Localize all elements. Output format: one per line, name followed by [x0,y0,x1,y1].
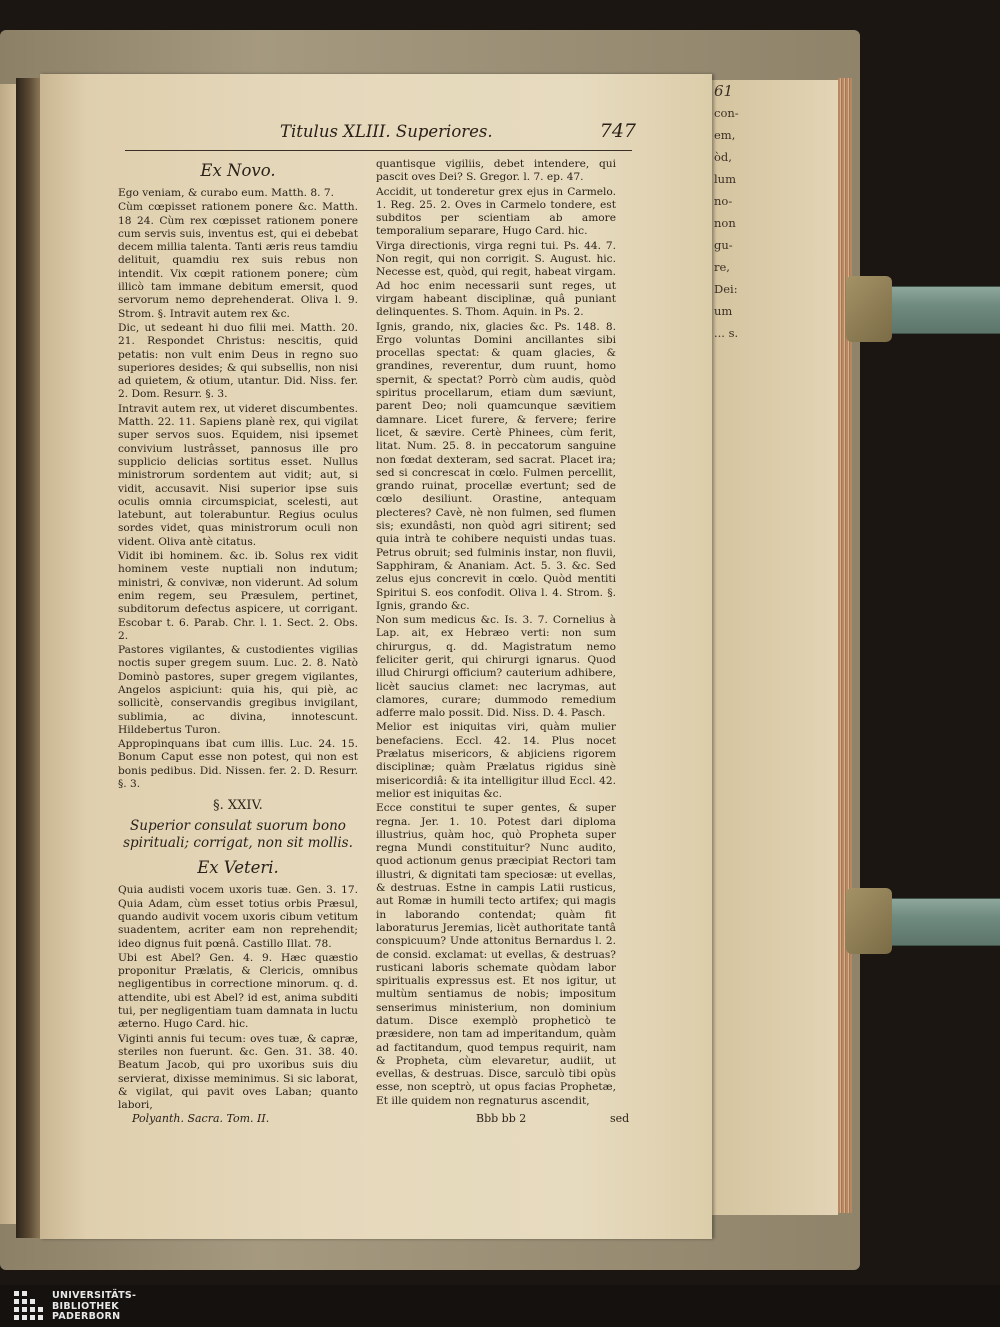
page-edges [838,78,852,1213]
next-page-line: non [714,216,736,230]
next-page-line: 61 [714,82,734,100]
next-page-line: gu- [714,238,733,252]
running-head: Titulus XLIII. Superiores. [280,122,493,141]
next-page-line: òd, [714,150,732,164]
header-rule [125,150,632,151]
library-name-line: BIBLIOTHEK [52,1300,119,1312]
clasp-plate-lower [846,888,892,954]
next-page-line: re, [714,260,730,274]
text-paragraph: Virga directionis, virga regni tui. Ps. 44. 7. Non regit, qui non corrigit. S. August. hic. Necesse est, quòd, qui regit, habeat virgam. Ad hoc enim necessarii sunt reges, ut virgam habeant disciplinæ, quâ puniant delinquentes. S. Thom. Aquin. in Ps. 2. [376,239,616,319]
text-paragraph: Pastores vigilantes, & custodientes vigilias noctis super gregem suum. Luc. 2. 8. Natò Dominò pastores, super gregem vigilantes, Angelos aspiciunt: quia his, qui piè, ac sollicitè, conservandis gregibus invigilant, sublimia, ac divina, innotescunt. Hildebertus Turon. [118,644,358,736]
library-logo-icon [14,1291,44,1321]
text-paragraph: Vidit ibi hominem. &c. ib. Solus rex vidit hominem veste nuptiali non indutum; ministri, & convivæ, non viderunt. Ad solum enim regem, seu Præsulem, pertinet, subditorum defectus aspicere, ut corrigant. Escobar t. 6. Parab. Chr. l. 1. Sect. 2. Obs. 2. [118,550,358,642]
next-page-line: um [714,304,733,318]
signature-mark: Bbb bb 2 [476,1112,527,1125]
text-paragraph: Melior est iniquitas viri, quàm mulier benefaciens. Eccl. 42. 14. Plus nocet Prælatus misericors, & abjiciens rigorem disciplinæ; quàm Prælatus rigidus sinè misericordiâ: & ita intelligitur illud Eccl. 42. melior est iniquitas &c. [376,721,616,800]
library-name-line: UNIVERSITÄTS- [52,1290,137,1301]
catchword: sed [610,1112,630,1125]
footer-title: Polyanth. Sacra. Tom. II. [132,1112,270,1125]
text-paragraph: Dic, ut sedeant hi duo filii mei. Matth. 20. 21. Respondet Christus: nescitis, quid petatis: non vult enim Deus in regno suo superiores desides; & qui subsellis, non nisi ad quietem, & otium, utantur. Did. Niss. fer. 2. Dom. Resurr. §. 3. [118,321,358,401]
section-title: Superior consulat suorum bono spirituali; corrigat, non sit mollis. [123,818,353,851]
library-name-line: PADERBORN [52,1311,121,1322]
right-column [376,158,616,1109]
text-paragraph: Cùm cœpisset rationem ponere &c. Matth. 18 24. Cùm rex cœpisset rationem ponere cum servis suis, inventus est, qui ei debebat decem millia talenta. Tanti æris reus tamdiu delituit, quamdiu rex suis rebus non intendit. Vix cœpit rationem ponere; cùm illicò tam immane debitum emersit, quod servorum nemo deprehenderat. Oliva l. 9. Strom. §. Intravit autem rex &c. [118,201,358,320]
left-column [118,158,358,1113]
next-page-line: ... s. [714,326,739,340]
next-page-line: no- [714,194,733,208]
text-paragraph: Quia audisti vocem uxoris tuæ. Gen. 3. 17. Quia Adam, cùm esset totius orbis Præsul, quando audivit vocem uxoris cibum vetitum suadentem, acriter eam non reprehendit; ideo dignus fuit pœnâ. Castillo Illat. 78. [118,884,358,950]
text-paragraph: Appropinquans ibat cum illis. Luc. 24. 15. Bonum Caput esse non potest, qui non est bonis pedibus. Did. Nissen. fer. 2. D. Resurr. §. 3. [118,738,358,791]
library-name [52,1291,136,1323]
next-page-line: Dei: [714,282,738,296]
next-page-fragment [706,80,838,1215]
text-paragraph: Non sum medicus &c. Is. 3. 7. Cornelius à Lap. ait, ex Hebræo verti: non sum chirurgus, q. dd. Magistratum nemo feliciter gerit, qui chirurgi ignarus. Quod illud Chirurgi officium? cauterium adhibere, licèt saucius clamet: nec lacrymas, aut clamores, curare; dummodo remedium adferre malo possit. Did. Niss. D. 4. Pasch. [376,614,616,720]
section-heading: Ex Novo. [200,161,276,180]
next-page-line: em, [714,128,736,142]
page-number: 747 [599,120,636,142]
text-paragraph: Viginti annis fui tecum: oves tuæ, & capræ, steriles non fuerunt. &c. Gen. 31. 38. 40. Beatum Jacob, qui pro uxoribus suis diu servierat, dixisse meminimus. Si sic laborat, & vigilat, qui pavit oves Laban; quanto labori, [118,1032,358,1112]
text-paragraph: Ego veniam, & curabo eum. Matth. 8. 7. [118,187,334,199]
text-paragraph: Ignis, grando, nix, glacies &c. Ps. 148. 8. Ergo voluntas Domini ancillantes sibi procellas spectat: & quam glacies, & grandines, reverentur, dum ruunt, homo spernit, & spectat? Porrò cùm audis, quòd spiritus procellarum, etiam dum sæviunt, parent Deo; noli quamcunque sævitiem damnare. Licet furere, & fervere; ferire licet, & sævire. Certè Phinees, cùm ferit, litat. Num. 25. 8. in peccatorum sanguine non fœdat dexteram, sed sacrat. Placet ira; sed si concrescat in cœlo. Fulmen percellit, grando ruinat, procellæ evertunt; sed de cœlo desiliunt. Orastine, antequam plecteres? Cavè, nè non fulmen, sed flumen sis; exundâsti, non quòd agri sitirent; sed quia intrà te cohibere nequisti undas tuas. Petrus obruit; sed fulminis instar, non fluvii, Sapphiram, & Ananiam. Act. 5. 3. &c. Sed zelus ejus concrevit in cœlo. Quòd mentiti Spiritui S. eos confodit. Oliva l. 4. Strom. §. Ignis, grando &c. [376,320,616,612]
text-paragraph: Intravit autem rex, ut videret discumbentes. Matth. 22. 11. Sapiens planè rex, qui vigilat super servos suos. Equidem, nisi ipsemet convivium lustrâsset, pannosus ille pro supplicio delicias sortitus esset. Nullus ministrorum sordentem aut vidit; aut, si vidit, accusavit. Nisi superior ipse suis oculis omnia circumspiciat, scelesti, aut latebunt, aut tolerabuntur. Regius oculus sordes videt, quas ministrorum oculi non vident. Oliva antè citatus. [118,402,358,548]
clasp-plate-upper [846,276,892,342]
section-heading: Ex Veteri. [197,858,279,878]
next-page-line: lum [714,172,736,186]
text-paragraph: quantisque vigiliis, debet intendere, qui pascit oves Dei? S. Gregor. l. 7. ep. 47. [376,158,616,184]
page-header [280,120,636,150]
section-number: §. XXIV. [213,798,263,814]
institution-footer [0,1285,1000,1327]
text-paragraph: Ubi est Abel? Gen. 4. 9. Hæc quæstio proponitur Prælatis, & Clericis, omnibus negligentibus in correctione minorum. q. d. attendite, ubi est Abel? id est, anima subditi tui, per negligentiam tuam damnata in luctu æterno. Hugo Card. hic. [118,951,358,1031]
text-paragraph: Accidit, ut tonderetur grex ejus in Carmelo. 1. Reg. 25. 2. Oves in Carmelo tondere, est subditos per scientiam ab amore temporalium separare, Hugo Card. hic. [376,185,616,238]
text-paragraph: Ecce constitui te super gentes, & super regna. Jer. 1. 10. Potest dari diploma illustrius, quàm hoc, quò Propheta super regna Mundi constituitur? Nunc audito, quod actionum genus præcipiat Rectori tam illustri, & dignitati tam speciosæ: ut evellas, & destruas. Estne in campis Latii rusticus, aut Romæ in humili tecto artifex; qui magis in laborando contendat; quàm fit laboraturus Jeremias, licèt authoritate tantâ conspicuum? Unde attonitus Bernardus l. 2. de consid. exclamat: ut evellas, & destruas? rusticani laboris schemate quòdam labor spiritualis expressus est. Et nos igitur, ut multùm sentiamus de nobis; impositum senserimus ministerium, non dominium datum. Disce exemplò propheticò te præsidere, non tam ad imperitandum, quàm ad factitandum, quod tempus requirit, nam & Propheta, cùm elevaretur, audiit, ut evellas, & destruas. Disce, sarculò tibi opùs esse, non sceptrò, ut opus facias Prophetæ, Et ille quidem non regnaturus ascendit, [376,802,616,1107]
next-page-line: con- [714,106,739,120]
